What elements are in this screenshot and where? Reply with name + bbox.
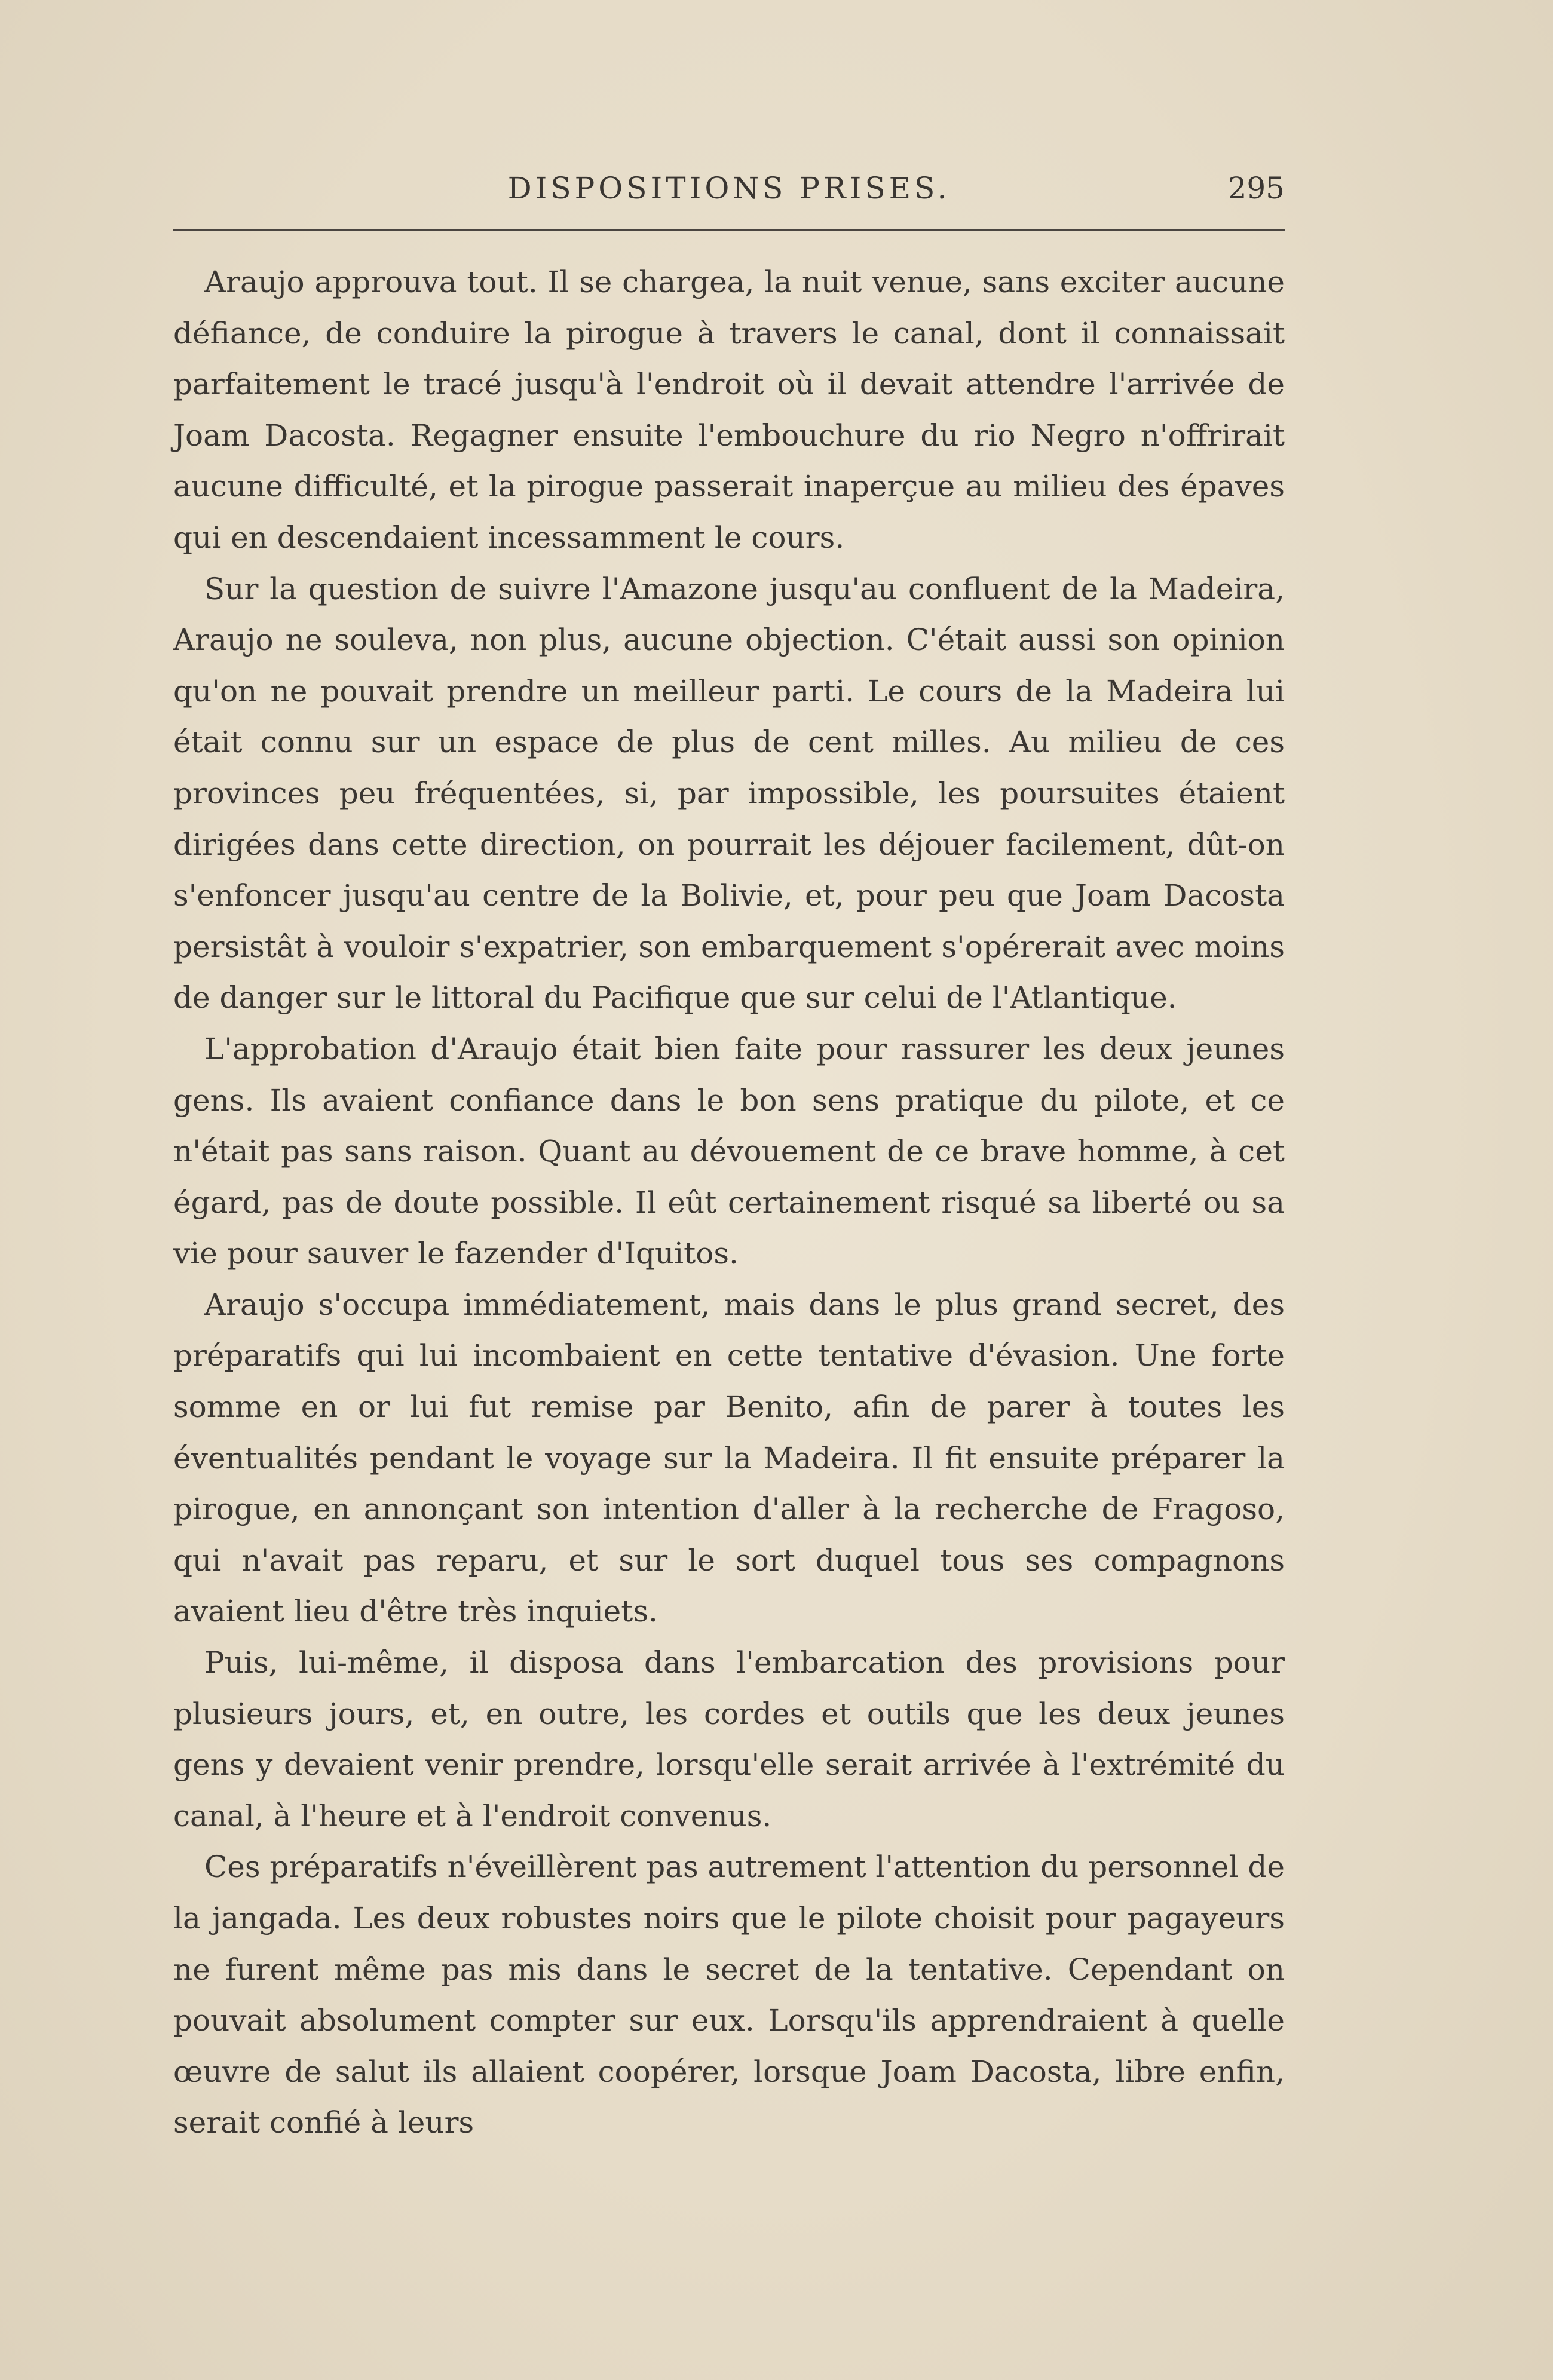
- paragraph: L'approbation d'Araujo était bien faite pour rassurer les deux jeunes gens. Ils avaient confiance dans le bon sens pratique du pilote, et ce n'était pas sans raison. Quant au dévouement de ce brave homme, à cet égard, pas de doute possible. Il eût certainement risqué sa liberté ou sa vie pour sauver le fazender d'Iquitos.: [173, 1031, 1285, 1271]
- header-rule: [173, 229, 1285, 231]
- paragraph: Araujo approuva tout. Il se chargea, la nuit venue, sans exciter aucune défiance, de conduire la pirogue à travers le canal, dont il connaissait parfaitement le tracé jusqu'à l'endroit où il devait attendre l'arrivée de Joam Dacosta. Regagner ensuite l'embouchure du rio Negro n'offrirait aucune difficulté, et la pirogue passerait inaperçue au milieu des épaves qui en descendaient incessamment le cours.: [173, 265, 1285, 555]
- paragraph: Araujo s'occupa immédiatement, mais dans le plus grand secret, des préparatifs qui lui incombaient en cette tentative d'évasion. Une forte somme en or lui fut remise par Benito, afin de parer à toutes les éventualités pendant le voyage sur la Madeira. Il fit ensuite préparer la pirogue, en annonçant son intention d'aller à la recherche de Fragoso, qui n'avait pas reparu, et sur le sort duquel tous ses compagnons avaient lieu d'être très inquiets.: [173, 1287, 1285, 1629]
- paragraph: Puis, lui-même, il disposa dans l'embarcation des provisions pour plusieurs jours, et, en outre, les cordes et outils que les deux jeunes gens y devaient venir prendre, lorsqu'elle serait arrivée à l'extrémité du canal, à l'heure et à l'endroit convenus.: [173, 1645, 1285, 1833]
- running-title: DISPOSITIONS PRISES.: [507, 171, 951, 206]
- page-number: 295: [1227, 171, 1285, 206]
- paragraph: Sur la question de suivre l'Amazone jusqu'au confluent de la Madeira, Araujo ne souleva, non plus, aucune objection. C'était aussi son opinion qu'on ne pouvait prendre un meilleur parti. Le cours de la Madeira lui était connu sur un espace de plus de cent milles. Au milieu de ces provinces peu fréquentées, si, par impossible, les poursuites étaient dirigées dans cette direction, on pourrait les déjouer facilement, dût-on s'enfoncer jusqu'au centre de la Bolivie, et, pour peu que Joam Dacosta persistât à vouloir s'expatrier, son embarquement s'opérerait avec moins de danger sur le littoral du Pacifique que sur celui de l'Atlantique.: [173, 571, 1285, 1016]
- paragraph: Ces préparatifs n'éveillèrent pas autrement l'attention du personnel de la jangada. Les deux robustes noirs que le pilote choisit pour pagayeurs ne furent même pas mis dans le secret de la tentative. Cependant on pouvait absolument compter sur eux. Lorsqu'ils apprendraient à quelle œuvre de salut ils allaient coopérer, lorsque Joam Dacosta, libre enfin, serait confié à leurs: [173, 1850, 1285, 2140]
- page-header: [173, 167, 1285, 209]
- body-text: [173, 257, 1285, 2149]
